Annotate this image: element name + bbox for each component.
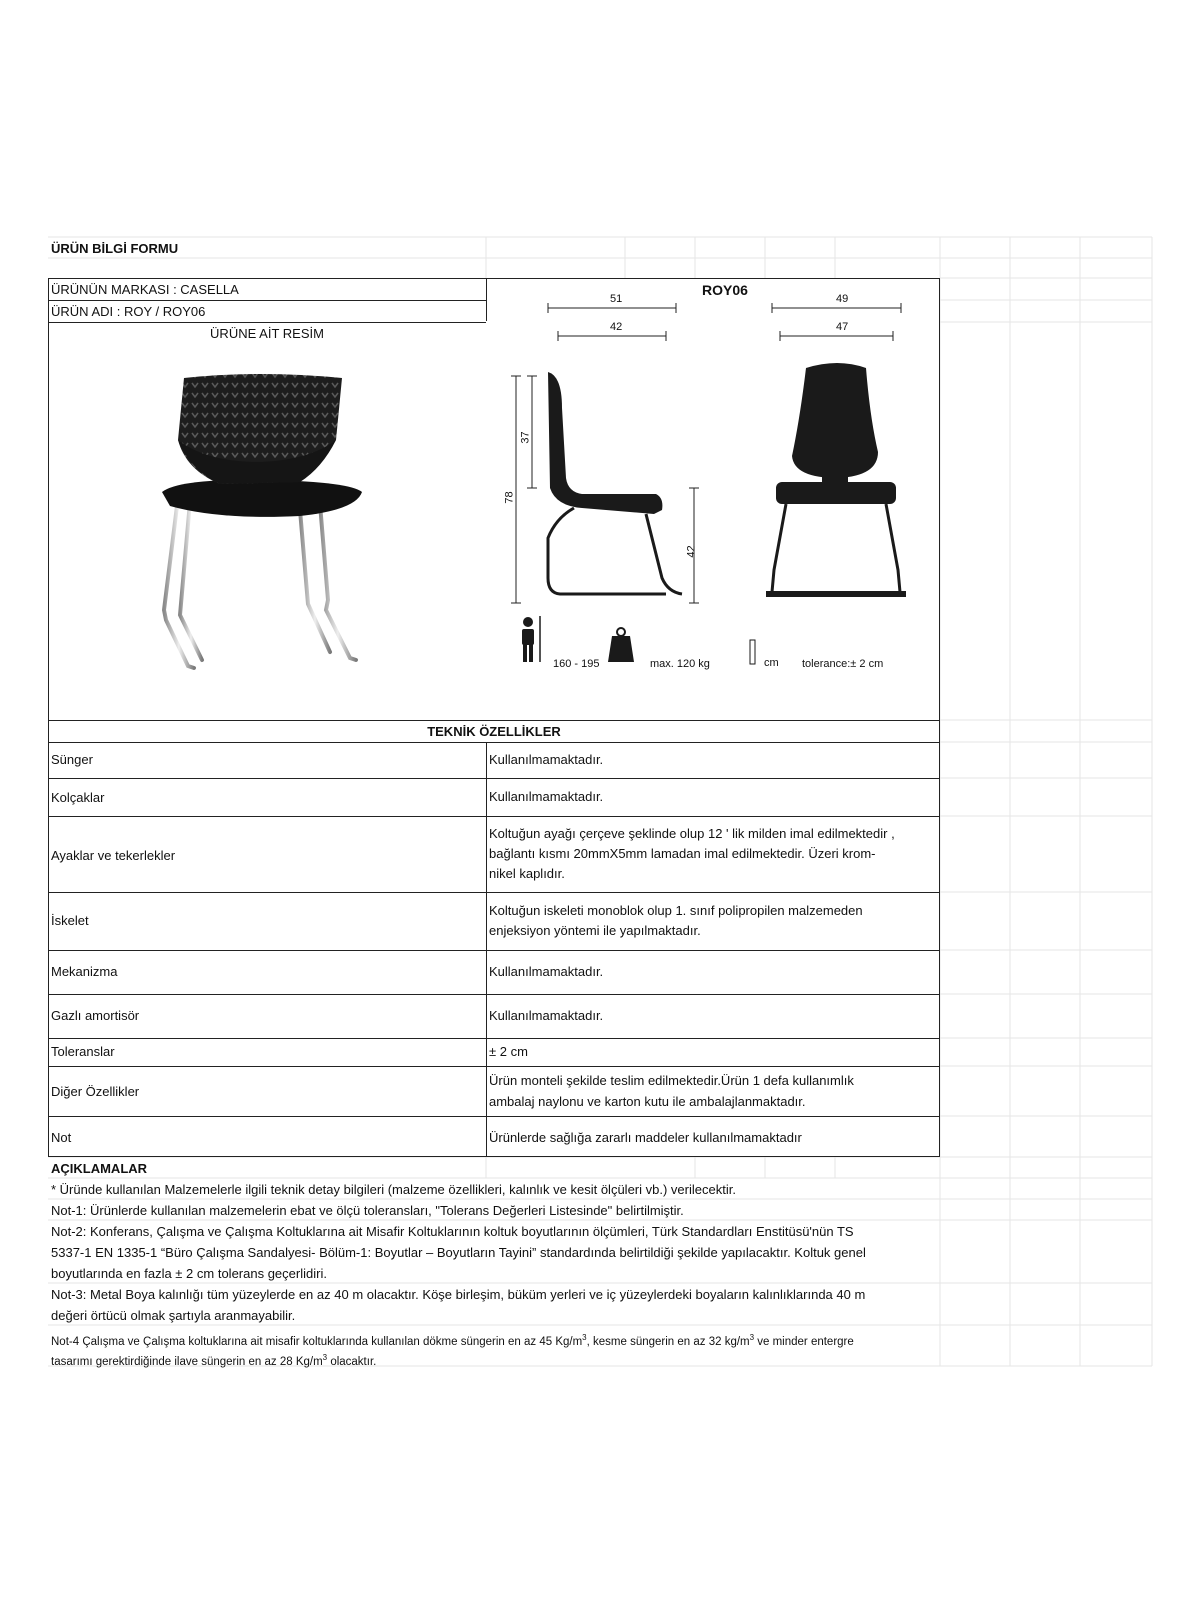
row-divider (48, 322, 486, 323)
dim-total-height: 78 (503, 491, 516, 504)
note-general: * Üründe kullanılan Malzemelerle ilgili teknik detay bilgileri (malzeme özellikleri, kalınlık ve kesit ölçüleri vb.) verilecektir. (51, 1182, 736, 1197)
row-divider (48, 778, 940, 779)
spec-label: Ayaklar ve tekerlekler (51, 848, 176, 863)
row-divider (48, 950, 940, 951)
person-height-range: 160 - 195 (553, 658, 600, 670)
row-divider (48, 1116, 940, 1117)
superscript: 3 (749, 1333, 755, 1342)
row-divider (48, 994, 940, 995)
spec-value-line: Koltuğun iskeleti monoblok olup 1. sınıf polipropilen malzemeden (489, 903, 863, 918)
spec-label: Sünger (51, 752, 93, 767)
note-4-text: Not-4 Çalışma ve Çalışma koltuklarına ait misafir koltuklarında kullanılan dökme süngerin en az 45 Kg/m (51, 1335, 583, 1348)
spec-value-line: nikel kaplıdır. (489, 866, 565, 881)
chair-photo (150, 370, 390, 680)
row-divider (48, 1038, 940, 1039)
technical-drawing (486, 278, 940, 720)
spec-value: Kullanılmamaktadır. (489, 789, 604, 804)
brand-line: ÜRÜNÜN MARKASI : CASELLA (51, 282, 239, 297)
spec-label: Toleranslar (51, 1044, 115, 1059)
note-1: Not-1: Ürünlerde kullanılan malzemelerin ebat ve ölçü toleransları, "Tolerans Değerleri Listesinde" belirtilmiştir. (51, 1203, 684, 1218)
spec-value-line: Koltuğun ayağı çerçeve şeklinde olup 12 ' lik milden imal edilmektedir , (489, 826, 895, 841)
unit-label: cm (764, 657, 779, 669)
superscript: 3 (322, 1353, 328, 1362)
note-4-line (51, 1347, 941, 1373)
spec-label: Mekanizma (51, 964, 118, 979)
spec-value-line: ambalaj naylonu ve karton kutu ile ambalajlanmaktadır. (489, 1094, 806, 1109)
model-code: ROY06 (702, 282, 748, 298)
spec-label: Diğer Özellikler (51, 1084, 140, 1099)
superscript: 3 (582, 1333, 587, 1342)
dim-side-outer: 51 (610, 293, 623, 305)
dim-seat-height: 42 (685, 545, 698, 558)
tech-specs-title: TEKNİK ÖZELLİKLER (427, 724, 561, 739)
dim-front-inner: 47 (836, 321, 849, 333)
dim-front-outer: 49 (836, 293, 849, 305)
note-2-line: boyutlarında en fazla ± 2 cm tolerans geçerlidiri. (51, 1266, 327, 1281)
row-divider (48, 300, 486, 301)
tolerance-label: tolerance:± 2 cm (802, 658, 884, 670)
kg-icon: kg (628, 666, 637, 675)
spec-value: Ürünlerde sağlığa zararlı maddeler kullanılmamaktadır (489, 1130, 802, 1145)
max-load: max. 120 kg (650, 658, 710, 670)
row-divider (48, 1066, 940, 1067)
note-2-line: 5337-1 EN 1335-1 “Büro Çalışma Sandalyesi- Bölüm-1: Boyutlar – Boyutların Tayini” standardında belirtildiği şekilde yapılacaktır. Koltuk genel (51, 1245, 866, 1260)
dim-back-height: 37 (519, 431, 532, 444)
name-line: ÜRÜN ADI : ROY / ROY06 (51, 304, 206, 319)
spec-value-line: Ürün monteli şekilde teslim edilmektedir.Ürün 1 defa kullanımlık (489, 1073, 854, 1088)
spec-value: Kullanılmamaktadır. (489, 964, 604, 979)
spec-value: ± 2 cm (489, 1044, 528, 1059)
note-4-text: olacaktır. (327, 1355, 377, 1368)
row-divider (48, 742, 940, 743)
spec-value: Kullanılmamaktadır. (489, 1008, 604, 1023)
note-2-line: Not-2: Konferans, Çalışma ve Çalışma Koltuklarına ait Misafir Koltuklarının koltuk boyutlarının ölçümleri, Türk Standardları Enstitüsü'nün TS (51, 1224, 854, 1239)
row-divider (48, 816, 940, 817)
spec-value: Kullanılmamaktadır. (489, 752, 604, 767)
note-4-text: tasarımı gerektirdiğinde ilave süngerin en az 28 Kg/m (51, 1355, 323, 1368)
row-divider (48, 892, 940, 893)
spec-value-line: enjeksiyon yöntemi ile yapılmaktadır. (489, 923, 701, 938)
spec-label: Not (51, 1130, 72, 1145)
spec-label: Gazlı amortisör (51, 1008, 140, 1023)
notes-title: AÇIKLAMALAR (51, 1161, 148, 1176)
dim-side-inner: 42 (610, 321, 623, 333)
spec-value-line: bağlantı kısmı 20mmX5mm lamadan imal edilmektedir. Üzeri krom- (489, 846, 876, 861)
note-3-line: değeri örtücü olmak şartıyla aranmayabilir. (51, 1308, 296, 1323)
note-4-text: ve minder entergre (754, 1335, 854, 1348)
note-4-text: , kesme süngerin en az 32 kg/m (586, 1335, 750, 1348)
spec-label: Kolçaklar (51, 790, 105, 805)
form-title: ÜRÜN BİLGİ FORMU (51, 241, 179, 256)
spec-label: İskelet (51, 913, 89, 928)
note-3-line: Not-3: Metal Boya kalınlığı tüm yüzeylerde en az 40 m olacaktır. Köşe birleşim, büküm yerleri ve iç yüzeylerdeki boyaların kalınlıklarında 40 m (51, 1287, 866, 1302)
row-divider (48, 720, 940, 721)
image-caption: ÜRÜNE AİT RESİM (210, 326, 324, 341)
